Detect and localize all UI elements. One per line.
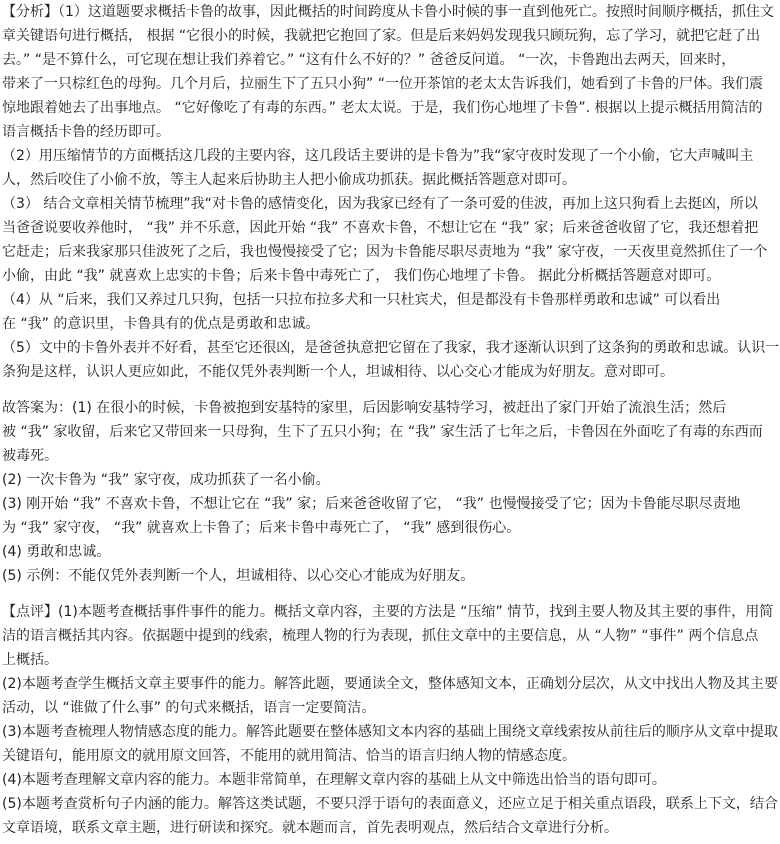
analysis-line: 在 “我” 的意识里，卡鲁具有的优点是勇敢和忠诚。	[2, 316, 320, 332]
answer-line: (2) 一次卡鲁为 “我” 家守夜，成功抓获了一名小偷。	[2, 472, 330, 488]
analysis-line: 条狗是这样，认识人更应如此，不能仅凭外表判断一个人，坦诚相待、以心交心才能成为好朋友。意对即可。	[2, 364, 674, 380]
analysis-line: 章关键语句进行概括， 根据 “它很小的时候，我就把它抱回了家。但是后来妈妈发现我只顾玩狗，忘了学习，就把它赶了出	[2, 28, 761, 44]
answer-line: (3) 刚开始 “我” 不喜欢卡鲁，不想让它在 “我” 家；后来爸爸收留了它， “我” 也慢慢接受了它；因为卡鲁能尽职尽责地	[2, 496, 741, 512]
analysis-line: （4）从 “后来，我们又养过几只狗，包括一只拉布拉多犬和一只杜宾犬，但是都没有卡鲁那样勇敢和忠诚” 可以看出	[2, 292, 721, 308]
answer-line: 被 “我” 家收留，后来它又带回来一只母狗，生下了五只小狗；在 “我” 家生活了七年之后，卡鲁因在外面吃了有毒的东西而	[2, 424, 763, 440]
analysis-line: 语言概括卡鲁的经历即可。	[2, 124, 170, 140]
answer-line: 故答案为：(1) 在很小的时候，卡鲁被抱到安基特的家里，后因影响安基特学习，被赶出了家门开始了流浪生活；然后	[2, 400, 727, 416]
analysis-line: （2）用压缩情节的方面概括这几段的主要内容，这几段话主要讲的是卡鲁为”我“家守夜时发现了一个小偷，它大声喊叫主	[2, 148, 754, 164]
review-line: (2)本题考查学生概括文章主要事件的能力。解答此题，要通读全文，整体感知文本，正确划分层次，从文中找出人物及其主要	[2, 676, 778, 692]
review-line: 活动，以 “谁做了什么事” 的句式来概括，语言一定要简洁。	[2, 700, 376, 716]
review-line: (3)本题考查梳理人物情感态度的能力。解答此题要在整体感知文本内容的基础上围绕文章线索按从前往后的顺序从文章中提取	[2, 724, 778, 740]
review-line: 【点评】(1)本题考查概括事件事件的能力。概括文章内容，主要的方法是 “压缩” 情节，找到主要人物及其主要的事件，用简	[2, 604, 774, 620]
answer-line: 为 “我” 家守夜， “我” 就喜欢上卡鲁了；后来卡鲁中毒死亡了， “我” 感到很伤心。	[2, 520, 521, 536]
review-line: (5)本题考查赏析句子内涵的能力。解答这类试题，不要只浮于语句的表面意义，还应立足于相关重点语段，联系上下文，结合	[2, 796, 778, 812]
review-line: (4)本题考查理解文章内容的能力。本题非常简单，在理解文章内容的基础上从文中筛选出恰当的语句即可。	[2, 772, 666, 788]
review-line: 关键语句，能用原文的就用原文回答，不能用的就用简洁、恰当的语言归纳人物的情感态度。	[2, 748, 576, 764]
analysis-line: （5）文中的卡鲁外表并不好看，甚至它还很凶，是爸爸执意把它留在了我家，我才逐渐认识到了这条狗的勇敢和忠诚。认识一	[2, 340, 780, 356]
analysis-line: 【分析】（1）这道题要求概括卡鲁的故事，因此概括的时间跨度从卡鲁小时候的事一直到他死亡。按照时间顺序概括，抓住文	[2, 4, 774, 20]
review-line: 洁的语言概括其内容。依据题中提到的线索，梳理人物的行为表现，抓住文章中的主要信息，从 “人物” “事件” 两个信息点	[2, 628, 759, 644]
analysis-line: 小偷，由此 “我” 就喜欢上忠实的卡鲁；后来卡鲁中毒死亡了， 我们伤心地埋了卡鲁。 据此分析概括答题意对即可。	[2, 268, 721, 284]
analysis-line: 惊地跟着她去了出事地点。 “它好像吃了有毒的东西。” 老太太说。于是，我们伤心地埋了卡鲁”. 根据以上提示概括用简洁的	[2, 100, 763, 116]
analysis-line: 人，然后咬住了小偷不放，等主人起来后协助主人把小偷成功抓获。据此概括答题意对即可。	[2, 172, 576, 188]
analysis-line: 当爸爸说要收养他时， “我” 并不乐意，因此开始 “我” 不喜欢卡鲁，不想让它在 “我” 家；后来爸爸收留了它，我还想着把	[2, 220, 759, 236]
answer-line: (5) 示例：不能仅凭外表判断一个人，坦诚相待、以心交心才能成为好朋友。	[2, 568, 475, 584]
analysis-line: 去。” “是不算什么，可它现在想让我们养着它。” “这有什么不好的？” 爸爸反问道。 “一次，卡鲁跑出去两天，回来时，	[2, 52, 736, 68]
analysis-line: （3） 结合文章相关情节梳理”我“对卡鲁的感情变化，因为我家已经有了一条可爱的佳波，再加上这只狗看上去挺凶，所以	[2, 196, 758, 212]
answer-line: 被毒死。	[2, 448, 58, 464]
review-line: 文章语境，联系文章主题，进行研读和探究。就本题而言，首先表明观点，然后结合文章进行分析。	[2, 820, 618, 836]
analysis-line: 带来了一只棕红色的母狗。几个月后，拉丽生下了五只小狗” “一位开茶馆的老太太告诉我们，她看到了卡鲁的尸体。我们震	[2, 76, 763, 92]
analysis-line: 它赶走；后来我家那只佳波死了之后，我也慢慢接受了它；因为卡鲁能尽职尽责地为 “我” 家守夜，一天夜里竟然抓住了一个	[2, 244, 768, 260]
answer-line: (4) 勇敢和忠诚。	[2, 544, 111, 560]
review-line: 上概括。	[2, 652, 58, 668]
